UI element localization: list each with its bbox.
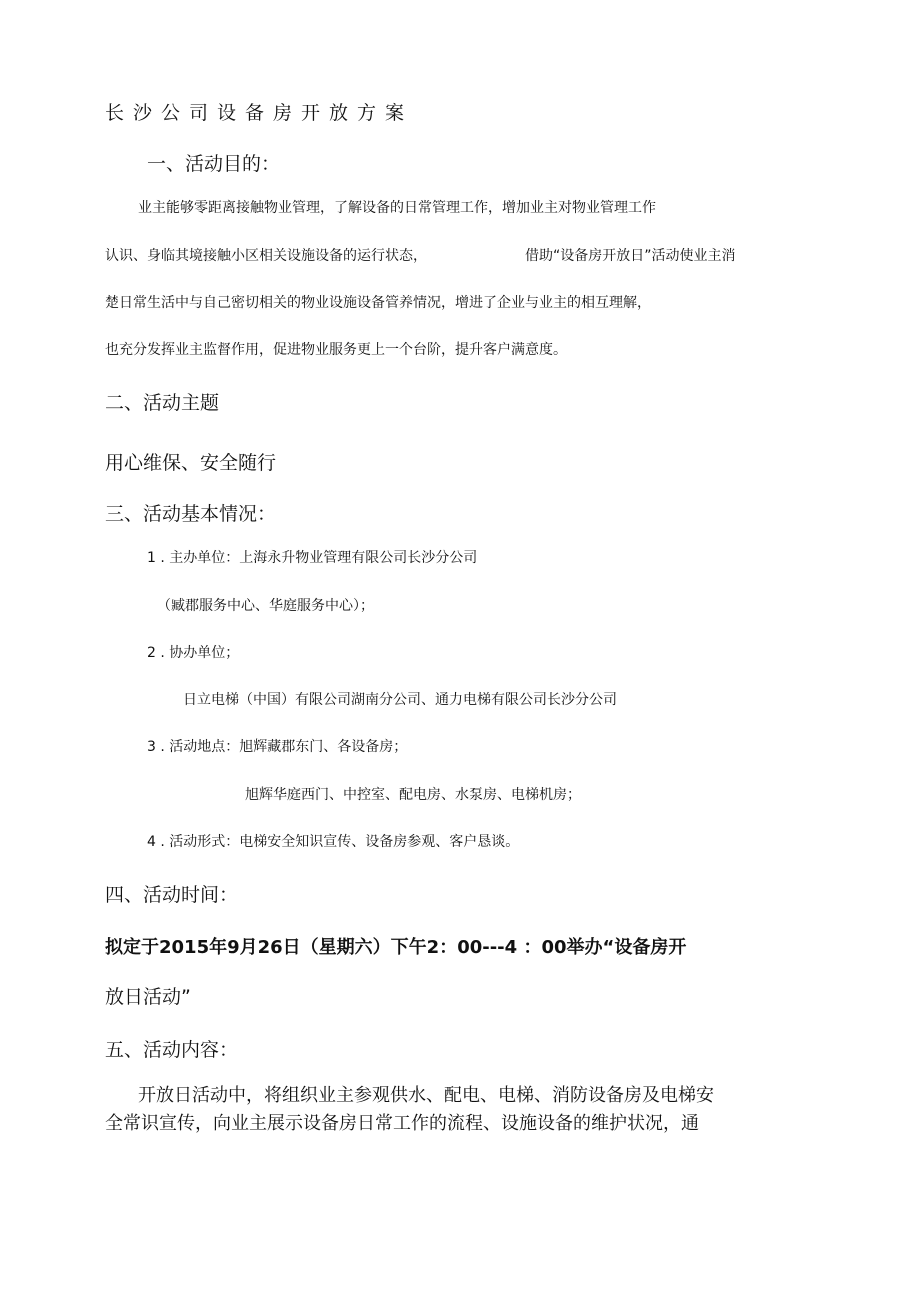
info-item-location: 3 . 活动地点：旭辉藏郡东门、各设备房；	[147, 739, 408, 755]
purpose-line-3: 楚日常生活中与自己密切相关的物业设施设备管养情况，增进了企业与业主的相互理解，	[105, 295, 651, 311]
info-item-co-organizer-sub: 日立电梯（中国）有限公司湖南分公司、通力电梯有限公司长沙分公司	[183, 692, 617, 708]
info-item-location-sub: 旭辉华庭西门、中控室、配电房、水泵房、电梯机房；	[245, 787, 581, 803]
section-heading-theme: 二、活动主题	[105, 392, 220, 414]
info-item-co-organizer: 2 . 协办单位；	[147, 645, 240, 661]
section-heading-content: 五、活动内容：	[105, 1039, 239, 1061]
info-item-format: 4 . 活动形式：电梯安全知识宣传、设备房参观、客户恳谈。	[147, 834, 520, 850]
purpose-line-4: 也充分发挥业主监督作用，促进物业服务更上一个台阶，提升客户满意度。	[105, 342, 567, 358]
theme-text: 用心维保、安全随行	[105, 452, 277, 474]
info-item-organizer: 1 . 主办单位：上海永升物业管理有限公司长沙分公司	[147, 550, 478, 566]
document-title: 长沙公司设备房开放方案	[105, 102, 414, 124]
purpose-line-2b: 借助“设备房开放日”活动使业主消	[525, 248, 736, 264]
purpose-line-2: 认识、身临其境接触小区相关设施设备的运行状态，	[105, 248, 427, 264]
purpose-line-1: 业主能够零距离接触物业管理，了解设备的日常管理工作，增加业主对物业管理工作	[138, 200, 656, 216]
time-line-2: 放日活动”	[105, 986, 191, 1008]
time-line-1: 拟定于2015年9月26日（星期六）下午2：00---4 ：00举办“设备房开	[105, 937, 687, 958]
content-line-1: 开放日活动中，将组织业主参观供水、配电、电梯、消防设备房及电梯安	[138, 1085, 714, 1106]
section-heading-time: 四、活动时间：	[105, 884, 239, 906]
content-line-2: 全常识宣传，向业主展示设备房日常工作的流程、设施设备的维护状况，通	[105, 1113, 699, 1134]
section-heading-purpose: 一、活动目的：	[147, 153, 281, 175]
info-item-organizer-sub: （臧郡服务中心、华庭服务中心）；	[157, 598, 374, 614]
section-heading-basic-info: 三、活动基本情况：	[105, 503, 277, 525]
